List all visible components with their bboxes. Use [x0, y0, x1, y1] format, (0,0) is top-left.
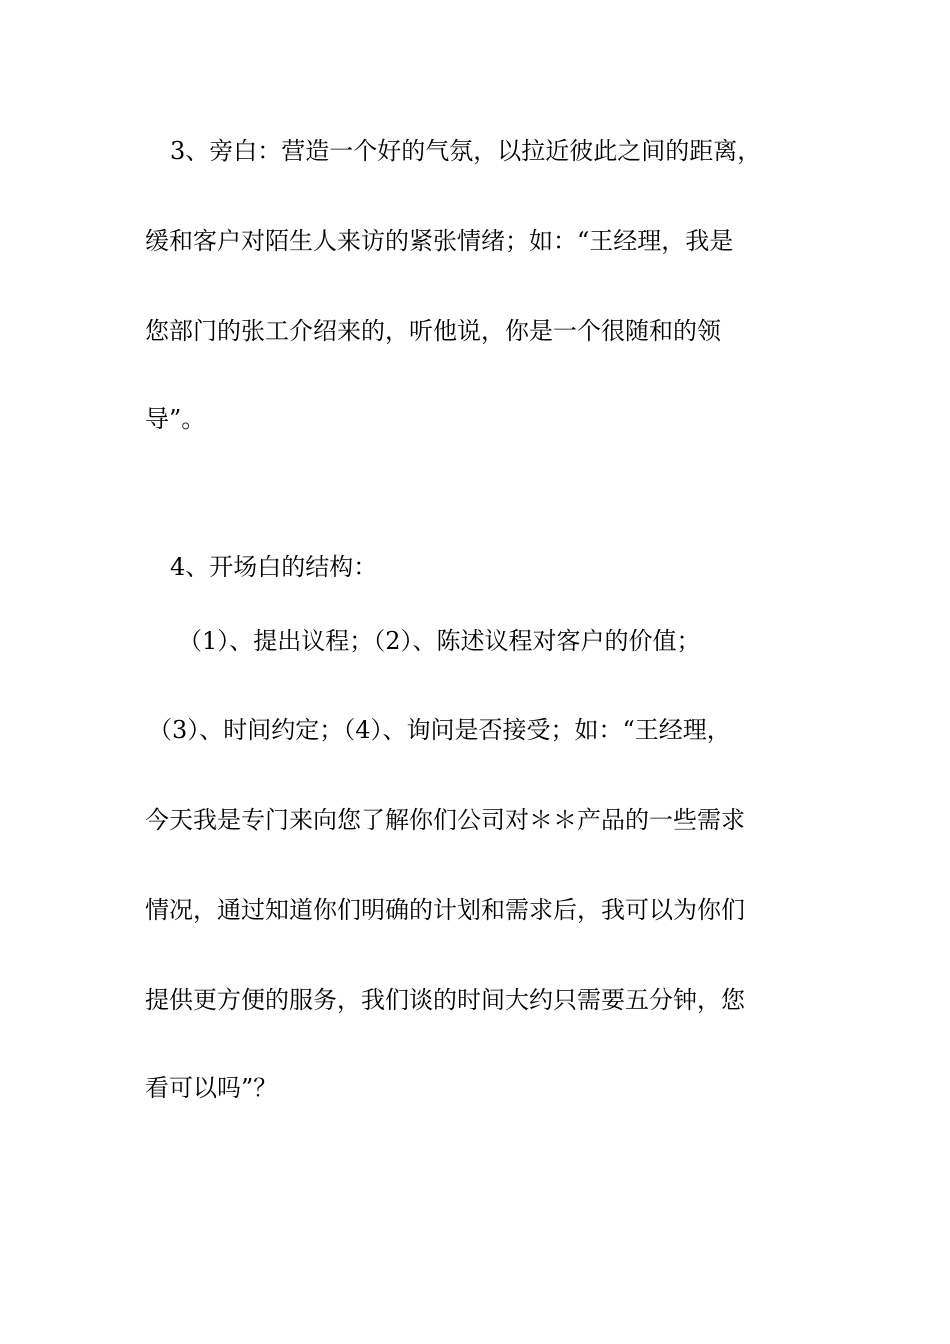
section-4-line-6: 看可以吗”？ [145, 1074, 278, 1102]
section-4-line-2: （3）、时间约定；（4）、询问是否接受；如：“王经理， [148, 716, 731, 744]
section-3-line-3: 您部门的张工介绍来的，听他说，你是一个很随和的领 [145, 317, 721, 345]
section-4-line-1: （1）、提出议程；（2）、陈述议程对客户的价值； [178, 627, 701, 655]
section-4-line-4: 情况，通过知道你们明确的计划和需求后，我可以为你们 [145, 896, 745, 924]
section-3-line-1: 3、旁白：营造一个好的气氛，以拉近彼此之间的距离， [170, 137, 762, 165]
section-4-heading: 4、开场白的结构： [170, 553, 378, 581]
section-3-line-2: 缓和客户对陌生人来访的紧张情绪；如：“王经理，我是 [145, 227, 734, 255]
section-3-line-4: 导”。 [145, 405, 206, 433]
section-4-line-5: 提供更方便的服务，我们谈的时间大约只需要五分钟，您 [145, 986, 745, 1014]
section-4-line-3: 今天我是专门来向您了解你们公司对＊＊产品的一些需求 [145, 806, 745, 834]
